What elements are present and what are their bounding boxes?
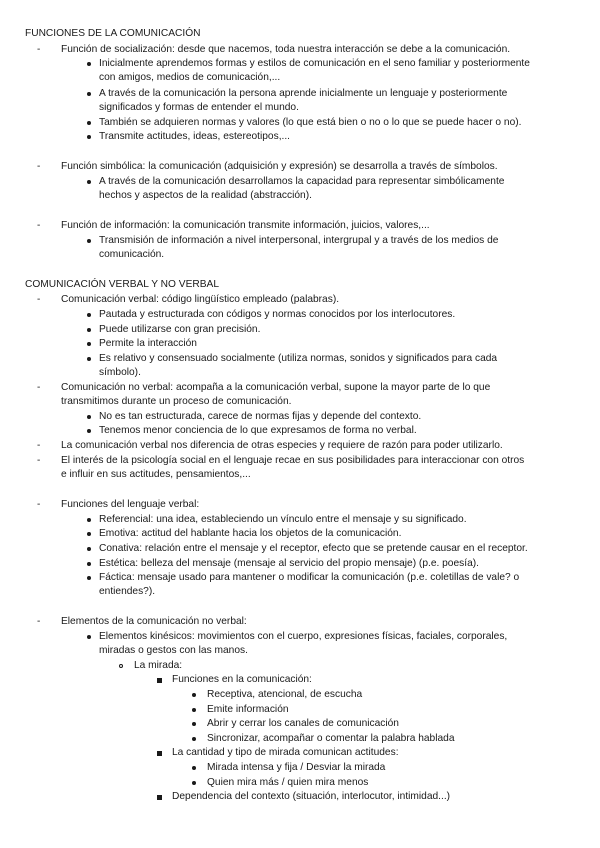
noverbal-bullet-1: No es tan estructurada, carece de normas fijas y depende del contexto. xyxy=(99,411,422,422)
funciones-bullet-factica-line-1: Fáctica: mensaje usado para mantener o modificar la comunicación (p.e. coletillas de vale? o xyxy=(99,572,520,583)
bullet-square xyxy=(157,678,162,683)
bullet-dot xyxy=(87,547,91,551)
bullet-dot xyxy=(87,342,91,346)
simbolica-bullet-1-line-1: A través de la comunicación desarrollamos la capacidad para representar simbólicamente xyxy=(99,176,505,187)
mirada-funciones-heading: Funciones en la comunicación: xyxy=(172,674,312,685)
bullet-dot xyxy=(87,635,91,639)
bullet-dot xyxy=(87,429,91,433)
bullet-dot xyxy=(87,92,91,96)
elementos-kinesicos-line-2: miradas o gestos con las manos. xyxy=(99,645,248,656)
dash-marker: - xyxy=(37,161,41,172)
mirada-funcion-2: Emite información xyxy=(207,704,289,715)
bullet-dot xyxy=(87,135,91,139)
bullet-dot xyxy=(192,766,196,770)
bullet-dot xyxy=(87,518,91,522)
mirada-cantidad-1: Mirada intensa y fija / Desviar la mirada xyxy=(207,762,386,773)
dash-marker: - xyxy=(37,455,41,466)
bullet-dot xyxy=(87,576,91,580)
funciones-bullet-referencial: Referencial: una idea, estableciendo un vínculo entre el mensaje y su significado. xyxy=(99,514,467,525)
bullet-dot xyxy=(192,737,196,741)
bullet-square xyxy=(157,751,162,756)
dash-marker: - xyxy=(37,616,41,627)
verbal-bullet-1: Pautada y estructurada con códigos y normas conocidos por los interlocutores. xyxy=(99,309,456,320)
item-verbal: Comunicación verbal: código lingüístico empleado (palabras). xyxy=(61,294,340,305)
informacion-bullet-1-line-2: comunicación. xyxy=(99,249,165,260)
section-title-funciones: FUNCIONES DE LA COMUNICACIÓN xyxy=(25,28,201,39)
bullet-dot xyxy=(87,328,91,332)
socializacion-bullet-1-line-1: Inicialmente aprendemos formas y estilos de comunicación en el seno familiar y posteriormente xyxy=(99,58,530,69)
bullet-dot xyxy=(87,239,91,243)
socializacion-bullet-3: También se adquieren normas y valores (lo que está bien o no o lo que se puede hacer o no). xyxy=(99,117,522,128)
verbal-bullet-3: Permite la interacción xyxy=(99,338,197,349)
funciones-bullet-conativa: Conativa: relación entre el mensaje y el receptor, efecto que se pretende causar en el receptor. xyxy=(99,543,528,554)
bullet-dot xyxy=(87,121,91,125)
item-diferencia: La comunicación verbal nos diferencia de otras especies y requiere de razón para poder utilizarlo. xyxy=(61,440,503,451)
section-title-verbal-no-verbal: COMUNICACIÓN VERBAL Y NO VERBAL xyxy=(25,279,219,290)
bullet-dot xyxy=(87,180,91,184)
bullet-square xyxy=(157,795,162,800)
funciones-bullet-factica-line-2: entiendes?). xyxy=(99,586,156,597)
bullet-dot xyxy=(87,415,91,419)
bullet-dot xyxy=(87,532,91,536)
dash-marker: - xyxy=(37,382,41,393)
dash-marker: - xyxy=(37,294,41,305)
verbal-bullet-4-line-1: Es relativo y consensuado socialmente (utiliza normas, sonidos y significados para cada xyxy=(99,353,498,364)
dash-marker: - xyxy=(37,220,41,231)
mirada-funcion-1: Receptiva, atencional, de escucha xyxy=(207,689,363,700)
bullet-dot xyxy=(192,708,196,712)
mirada-funcion-3: Abrir y cerrar los canales de comunicación xyxy=(207,718,399,729)
noverbal-bullet-2: Tenemos menor conciencia de lo que expresamos de forma no verbal. xyxy=(99,425,417,436)
dash-marker: - xyxy=(37,44,41,55)
item-simbolica: Función simbólica: la comunicación (adquisición y expresión) se desarrolla a través de símbolos. xyxy=(61,161,498,172)
bullet-dot xyxy=(87,562,91,566)
socializacion-bullet-2-line-1: A través de la comunicación la persona aprende inicialmente un lenguaje y posteriormente xyxy=(99,88,508,99)
bullet-dot xyxy=(192,693,196,697)
bullet-dot xyxy=(192,781,196,785)
bullet-dot xyxy=(87,357,91,361)
item-interes-line-1: El interés de la psicología social en el lenguaje recae en sus posibilidades para interaccionar con otros xyxy=(61,455,525,466)
socializacion-bullet-2-line-2: significados y formas de entender el mundo. xyxy=(99,102,299,113)
verbal-bullet-4-line-2: símbolo). xyxy=(99,367,141,378)
funciones-bullet-emotiva: Emotiva: actitud del hablante hacia los objetos de la comunicación. xyxy=(99,528,402,539)
bullet-dot xyxy=(87,313,91,317)
item-no-verbal-line-2: transmitimos durante un proceso de comunicación. xyxy=(61,396,292,407)
elementos-kinesicos-line-1: Elementos kinésicos: movimientos con el cuerpo, expresiones físicas, faciales, corporales, xyxy=(99,631,508,642)
bullet-dot xyxy=(192,722,196,726)
item-interes-line-2: e influir en sus actitudes, pensamientos,... xyxy=(61,469,251,480)
item-informacion: Función de información: la comunicación transmite información, juicios, valores,... xyxy=(61,220,430,231)
socializacion-bullet-1-line-2: con amigos, medios de comunicación,... xyxy=(99,72,281,83)
item-no-verbal-line-1: Comunicación no verbal: acompaña a la comunicación verbal, supone la mayor parte de lo que xyxy=(61,382,491,393)
simbolica-bullet-1-line-2: hechos y aspectos de la realidad (abstracción). xyxy=(99,190,312,201)
informacion-bullet-1-line-1: Transmisión de información a nivel interpersonal, intergrupal y a través de los medios de xyxy=(99,235,499,246)
bullet-dot xyxy=(87,62,91,66)
bullet-circle xyxy=(119,664,123,668)
item-elementos-no-verbal: Elementos de la comunicación no verbal: xyxy=(61,616,247,627)
dash-marker: - xyxy=(37,499,41,510)
mirada-heading: La mirada: xyxy=(134,660,183,671)
mirada-cantidad-2: Quien mira más / quien mira menos xyxy=(207,777,369,788)
funciones-bullet-estetica: Estética: belleza del mensaje (mensaje al servicio del propio mensaje) (p.e. poesía). xyxy=(99,558,479,569)
mirada-dependencia: Dependencia del contexto (situación, interlocutor, intimidad...) xyxy=(172,791,451,802)
mirada-funcion-4: Sincronizar, acompañar o comentar la palabra hablada xyxy=(207,733,455,744)
item-socializacion: Función de socialización: desde que nacemos, toda nuestra interacción se debe a la comunicación. xyxy=(61,44,511,55)
mirada-cantidad-heading: La cantidad y tipo de mirada comunican actitudes: xyxy=(172,747,399,758)
socializacion-bullet-4: Transmite actitudes, ideas, estereotipos,... xyxy=(99,131,291,142)
item-funciones-lenguaje: Funciones del lenguaje verbal: xyxy=(61,499,200,510)
verbal-bullet-2: Puede utilizarse con gran precisión. xyxy=(99,324,261,335)
dash-marker: - xyxy=(37,440,41,451)
